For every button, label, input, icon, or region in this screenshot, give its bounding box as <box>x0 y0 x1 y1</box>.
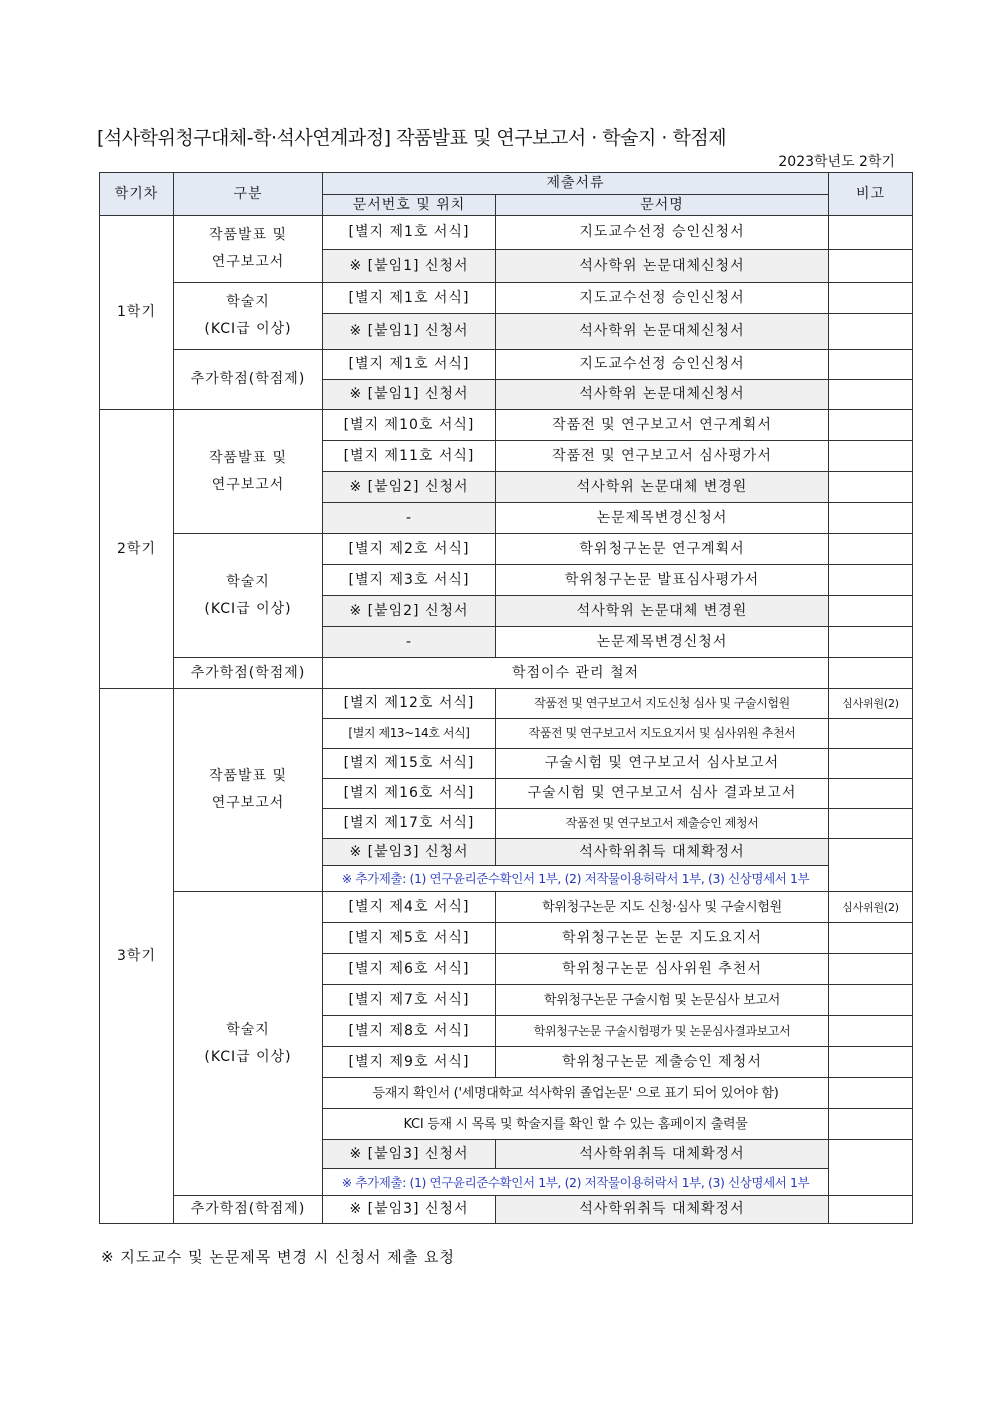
doc-number: [별지 제13~14호 서식] <box>323 719 496 749</box>
remarks: 심사위원(2) <box>829 892 913 923</box>
doc-name: 석사학위 논문대체신청서 <box>496 380 829 410</box>
remarks <box>829 534 913 565</box>
category-credit: 추가학점(학점제) <box>174 658 323 689</box>
doc-name: 작품전 및 연구보고서 연구계획서 <box>496 410 829 441</box>
remarks <box>829 216 913 250</box>
semester-1: 1학기 <box>100 216 174 410</box>
credit-note: 학점이수 관리 철저 <box>323 658 829 689</box>
doc-name: 학위청구논문 연구계획서 <box>496 534 829 565</box>
remarks <box>829 839 913 892</box>
doc-name: 지도교수선정 승인신청서 <box>496 283 829 314</box>
doc-number: ※ [붙임1] 신청서 <box>323 380 496 410</box>
doc-name: 작품전 및 연구보고서 지도신청 심사 및 구술시험원 <box>496 689 829 719</box>
doc-number: [별지 제1호 서식] <box>323 283 496 314</box>
category-journal: 학술지 (KCI급 이상) <box>174 283 323 350</box>
remarks <box>829 380 913 410</box>
doc-name: 구술시험 및 연구보고서 심사 결과보고서 <box>496 779 829 809</box>
remarks <box>829 503 913 534</box>
doc-name: 학위청구논문 심사위원 추천서 <box>496 954 829 985</box>
doc-number: ※ [붙임2] 신청서 <box>323 472 496 503</box>
remarks <box>829 658 913 689</box>
doc-number: ※ [붙임2] 신청서 <box>323 596 496 627</box>
remarks <box>829 283 913 314</box>
doc-number: ※ [붙임3] 신청서 <box>323 839 496 866</box>
doc-name: 지도교수선정 승인신청서 <box>496 350 829 380</box>
remarks <box>829 1047 913 1078</box>
category-work: 작품발표 및 연구보고서 <box>174 216 323 283</box>
doc-number: [별지 제10호 서식] <box>323 410 496 441</box>
remarks <box>829 596 913 627</box>
doc-number: [별지 제16호 서식] <box>323 779 496 809</box>
doc-number: - <box>323 627 496 658</box>
doc-name: 작품전 및 연구보고서 심사평가서 <box>496 441 829 472</box>
doc-number: [별지 제11호 서식] <box>323 441 496 472</box>
doc-name: 석사학위 논문대체 변경원 <box>496 472 829 503</box>
doc-number: [별지 제12호 서식] <box>323 689 496 719</box>
doc-name: 논문제목변경신청서 <box>496 503 829 534</box>
remarks <box>829 1078 913 1109</box>
category-credit: 추가학점(학점제) <box>174 1196 323 1224</box>
kci-homepage-printout: KCI 등재 시 목록 및 학술지를 확인 할 수 있는 홈페이지 출력물 <box>323 1109 829 1140</box>
doc-number: [별지 제9호 서식] <box>323 1047 496 1078</box>
doc-number: [별지 제2호 서식] <box>323 534 496 565</box>
doc-number: [별지 제6호 서식] <box>323 954 496 985</box>
doc-name: 학위청구논문 구술시험평가 및 논문심사결과보고서 <box>496 1016 829 1047</box>
submission-table <box>99 172 913 1224</box>
registration-confirmation: 등재지 확인서 ('세명대학교 석사학위 졸업논문' 으로 표기 되어 있어야 함) <box>323 1078 829 1109</box>
doc-number: ※ [붙임3] 신청서 <box>323 1140 496 1169</box>
remarks <box>829 809 913 839</box>
semester-3: 3학기 <box>100 689 174 1224</box>
remarks <box>829 1196 913 1224</box>
remarks <box>829 314 913 350</box>
doc-name: 석사학위 논문대체 변경원 <box>496 596 829 627</box>
doc-number: [별지 제5호 서식] <box>323 923 496 954</box>
doc-number: ※ [붙임1] 신청서 <box>323 250 496 283</box>
doc-number: ※ [붙임3] 신청서 <box>323 1196 496 1224</box>
doc-number: ※ [붙임1] 신청서 <box>323 314 496 350</box>
doc-number: [별지 제1호 서식] <box>323 216 496 250</box>
doc-name: 학위청구논문 논문 지도요지서 <box>496 923 829 954</box>
doc-name: 작품전 및 연구보고서 지도요지서 및 심사위원 추천서 <box>496 719 829 749</box>
remarks <box>829 472 913 503</box>
header-doc-name: 문서명 <box>496 195 829 216</box>
remarks <box>829 565 913 596</box>
remarks <box>829 1016 913 1047</box>
semester-2: 2학기 <box>100 410 174 689</box>
header-documents: 제출서류 <box>323 173 829 195</box>
remarks <box>829 627 913 658</box>
remarks <box>829 350 913 380</box>
additional-submission-note: ※ 추가제출: (1) 연구윤리준수확인서 1부, (2) 저작물이용허락서 1부, (3) 신상명세서 1부 <box>323 1169 829 1196</box>
doc-name: 구술시험 및 연구보고서 심사보고서 <box>496 749 829 779</box>
category-work: 작품발표 및 연구보고서 <box>174 689 323 892</box>
remarks <box>829 250 913 283</box>
remarks <box>829 749 913 779</box>
category-journal: 학술지 (KCI급 이상) <box>174 892 323 1196</box>
remarks <box>829 954 913 985</box>
page-title: [석사학위청구대체-학·석사연계과정] 작품발표 및 연구보고서 · 학술지 · 학점제 <box>97 127 727 149</box>
header-category: 구분 <box>174 173 323 216</box>
doc-name: 학위청구논문 구술시험 및 논문심사 보고서 <box>496 985 829 1016</box>
remarks <box>829 1109 913 1140</box>
remarks <box>829 779 913 809</box>
doc-name: 논문제목변경신청서 <box>496 627 829 658</box>
doc-number: [별지 제8호 서식] <box>323 1016 496 1047</box>
doc-number: - <box>323 503 496 534</box>
header-semester: 학기차 <box>100 173 174 216</box>
additional-submission-note: ※ 추가제출: (1) 연구윤리준수확인서 1부, (2) 저작물이용허락서 1부, (3) 신상명세서 1부 <box>323 866 829 892</box>
category-credit: 추가학점(학점제) <box>174 350 323 410</box>
footnote: ※ 지도교수 및 논문제목 변경 시 신청서 제출 요청 <box>101 1248 456 1266</box>
doc-name: 지도교수선정 승인신청서 <box>496 216 829 250</box>
remarks <box>829 1140 913 1196</box>
doc-number: [별지 제4호 서식] <box>323 892 496 923</box>
doc-number: [별지 제15호 서식] <box>323 749 496 779</box>
doc-number: [별지 제17호 서식] <box>323 809 496 839</box>
remarks <box>829 441 913 472</box>
doc-name: 석사학위취득 대체확정서 <box>496 1196 829 1224</box>
doc-number: [별지 제3호 서식] <box>323 565 496 596</box>
doc-name: 학위청구논문 제출승인 제청서 <box>496 1047 829 1078</box>
doc-name: 석사학위 논문대체신청서 <box>496 250 829 283</box>
doc-name: 석사학위취득 대체확정서 <box>496 1140 829 1169</box>
remarks <box>829 719 913 749</box>
doc-name: 석사학위 논문대체신청서 <box>496 314 829 350</box>
doc-name: 석사학위취득 대체확정서 <box>496 839 829 866</box>
doc-name: 학위청구논문 발표심사평가서 <box>496 565 829 596</box>
header-remarks: 비고 <box>829 173 913 216</box>
remarks <box>829 985 913 1016</box>
remarks <box>829 410 913 441</box>
category-journal: 학술지 (KCI급 이상) <box>174 534 323 658</box>
category-work: 작품발표 및 연구보고서 <box>174 410 323 534</box>
doc-name: 작품전 및 연구보고서 제출승인 제청서 <box>496 809 829 839</box>
header-doc-number: 문서번호 및 위치 <box>323 195 496 216</box>
semester-label: 2023학년도 2학기 <box>778 154 895 170</box>
doc-name: 학위청구논문 지도 신청·심사 및 구술시험원 <box>496 892 829 923</box>
remarks: 심사위원(2) <box>829 689 913 719</box>
doc-number: [별지 제1호 서식] <box>323 350 496 380</box>
remarks <box>829 923 913 954</box>
doc-number: [별지 제7호 서식] <box>323 985 496 1016</box>
